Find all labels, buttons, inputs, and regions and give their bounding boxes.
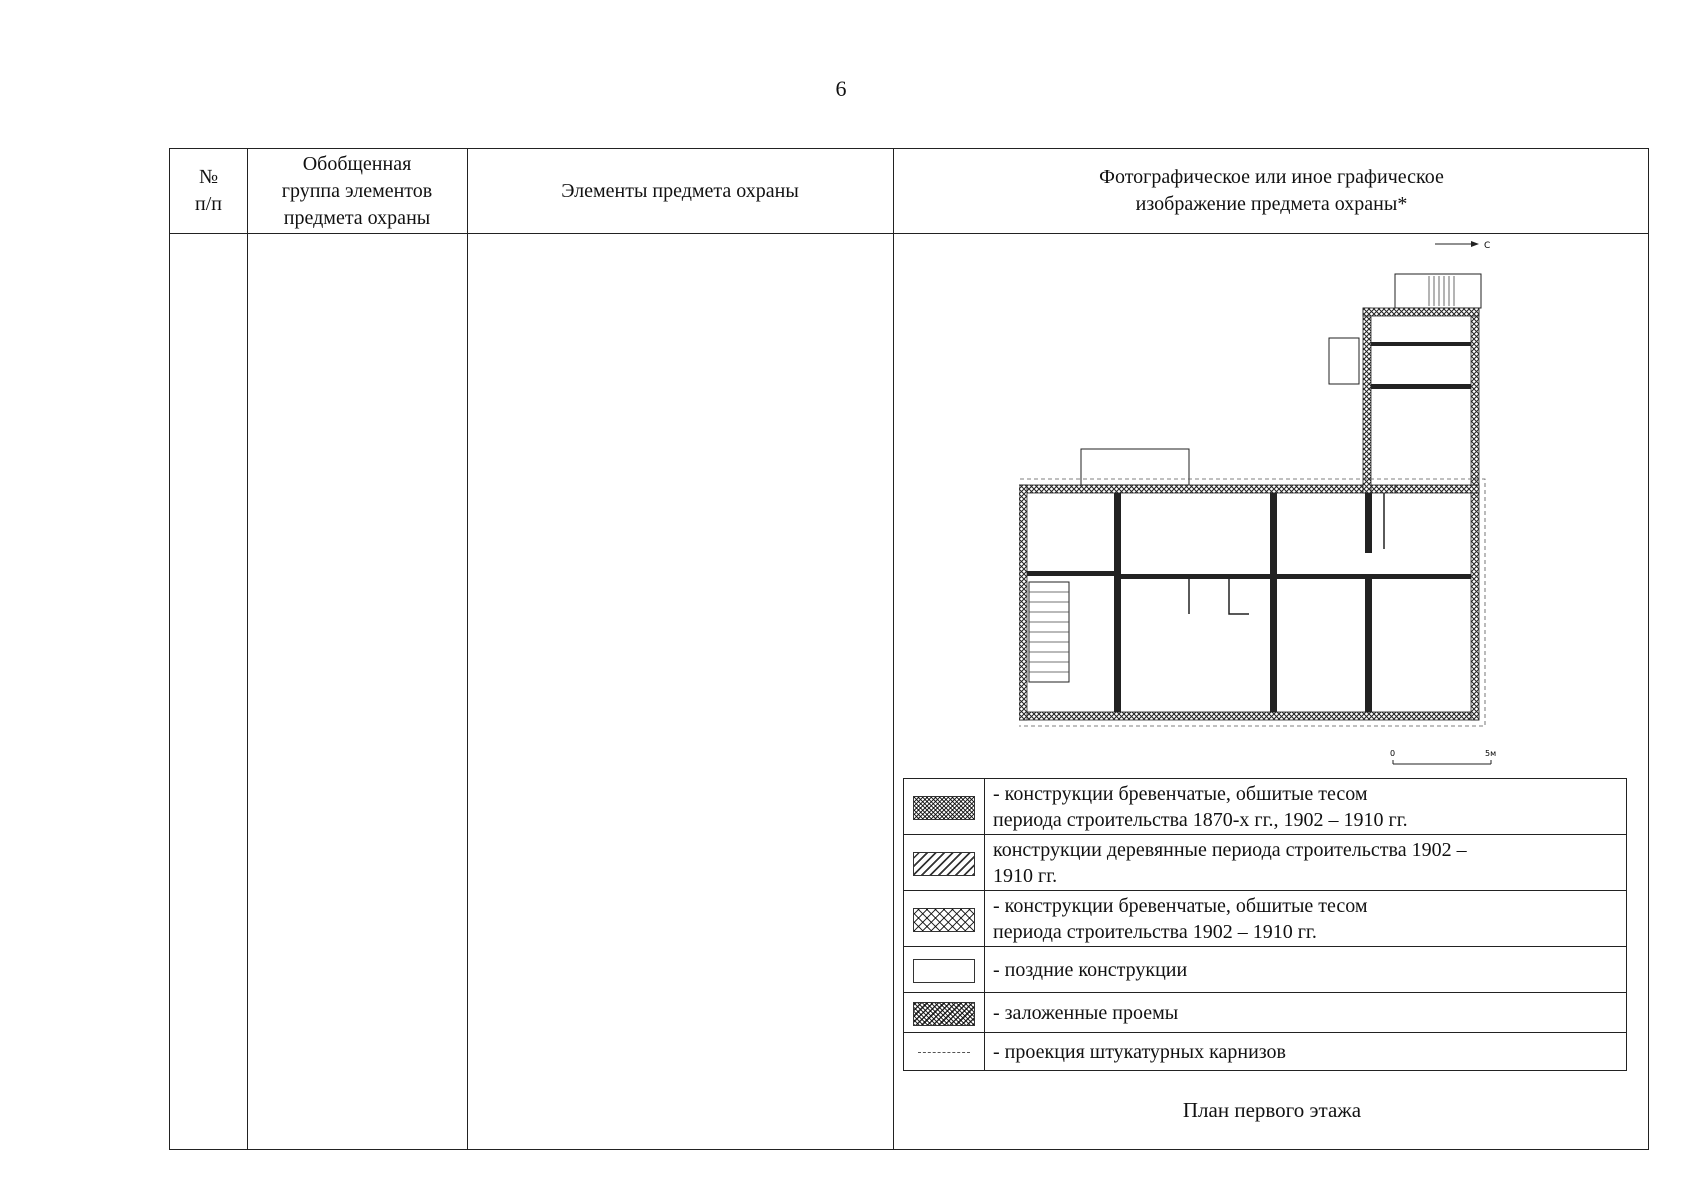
legend-text: - конструкции бревенчатые, обшитые тесом периода строительства 1870-х гг., 1902 – 1910 гг. — [985, 779, 1627, 835]
cornice-projection — [1019, 479, 1485, 726]
legend-text: - поздние конструкции — [985, 947, 1627, 993]
page-number: 6 — [835, 76, 847, 101]
legend-row — [904, 835, 1627, 891]
scale-bar — [1390, 749, 1496, 764]
column-divider — [467, 149, 468, 1149]
legend-row — [904, 947, 1627, 993]
column-divider — [247, 149, 248, 1149]
interior-walls — [1027, 342, 1471, 712]
legend-text: конструкции деревянные периода строительства 1902 – 1910 гг. — [985, 835, 1627, 891]
top-stair-block — [1395, 274, 1481, 308]
header-cell-image — [893, 149, 1650, 233]
side-porch — [1329, 338, 1359, 384]
north-arrow — [1435, 241, 1490, 251]
dashed-line-swatch — [918, 1052, 970, 1053]
floor-plan — [1019, 234, 1509, 774]
floor-plan-drawing — [1019, 234, 1509, 774]
header-cell-number — [170, 149, 247, 233]
legend-swatch-cell — [904, 993, 985, 1033]
legend-row — [904, 779, 1627, 835]
header-group-text: Обобщенная группа элементов предмета охраны — [281, 152, 433, 229]
thin-partitions — [1189, 493, 1384, 614]
legend-swatch-cell — [904, 947, 985, 993]
legend-row — [904, 1033, 1627, 1071]
header-number-text: № п/п — [195, 166, 222, 215]
scale-start-label: 0 — [1390, 749, 1396, 758]
legend-swatch-cell — [904, 891, 985, 947]
mixed-hatch-swatch — [913, 1002, 975, 1026]
scale-end-label: 5м — [1485, 749, 1497, 758]
legend-swatch-cell — [904, 1033, 985, 1071]
legend-swatch-cell — [904, 779, 985, 835]
legend-swatch-cell — [904, 835, 985, 891]
north-label: С — [1484, 241, 1491, 251]
open-crosshatch-swatch — [913, 908, 975, 932]
outer-walls — [1019, 308, 1479, 720]
header-image-text: Фотографическое или иное графическое изображение предмета охраны* — [1099, 166, 1444, 215]
legend-text: - конструкции бревенчатые, обшитые тесом периода строительства 1902 – 1910 гг. — [985, 891, 1627, 947]
header-cell-elements — [467, 149, 893, 233]
column-divider — [893, 149, 894, 1149]
header-cell-group — [247, 149, 467, 233]
dense-crosshatch-swatch — [913, 796, 975, 820]
legend-row — [904, 993, 1627, 1033]
header-elements-text: Элементы предмета охраны — [561, 179, 799, 202]
legend-row — [904, 891, 1627, 947]
legend-table — [903, 778, 1627, 1071]
plan-caption: План первого этажа — [1182, 1098, 1362, 1122]
legend-text: - проекция штукатурных карнизов — [985, 1033, 1627, 1071]
legend-text: - заложенные проемы — [985, 993, 1627, 1033]
diagonal-hatch-swatch — [913, 852, 975, 876]
empty-swatch — [913, 959, 975, 983]
annex-late — [1081, 449, 1189, 485]
